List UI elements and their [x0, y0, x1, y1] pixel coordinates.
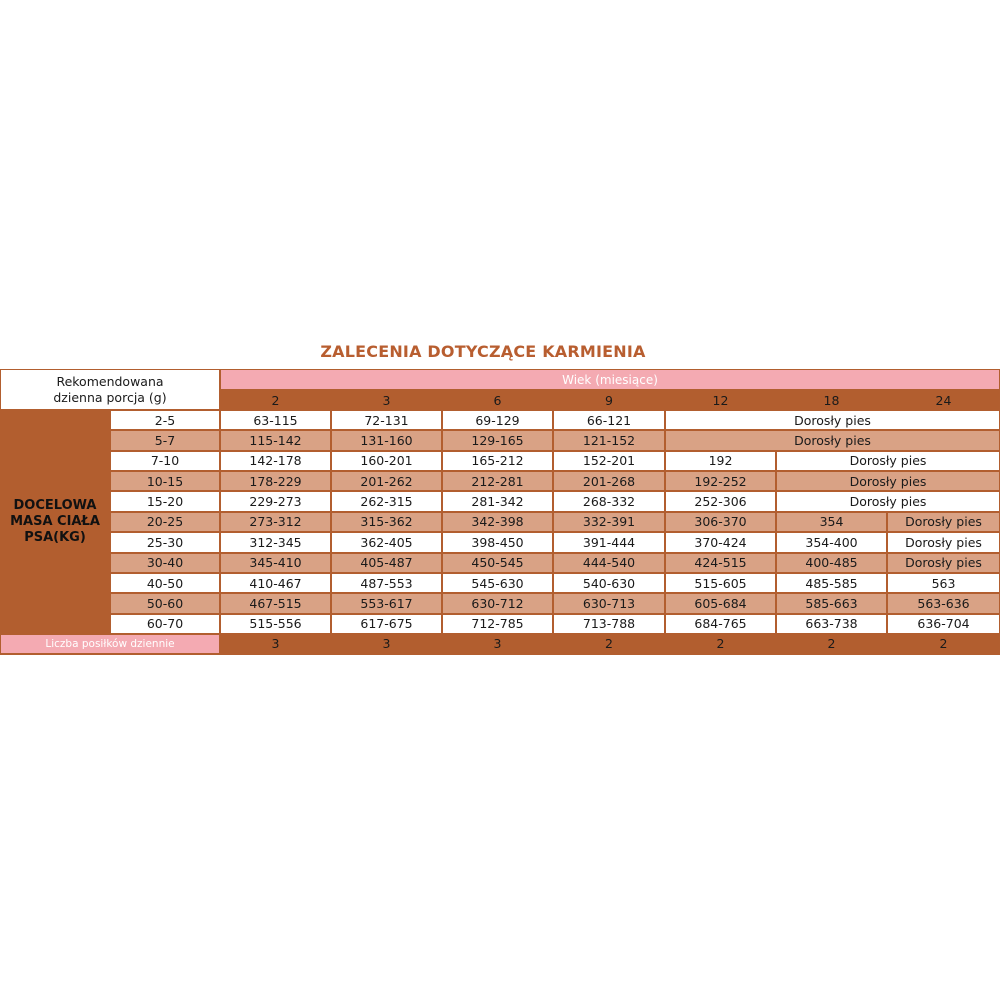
- table-cell: Dorosły pies: [887, 532, 1000, 552]
- table-cell: Dorosły pies: [776, 451, 1000, 471]
- age-col: 9: [553, 390, 665, 410]
- age-col: 12: [665, 390, 776, 410]
- age-col: 2: [220, 390, 331, 410]
- table-cell: 63-115: [220, 410, 331, 430]
- table-cell: 273-312: [220, 512, 331, 532]
- table-cell: 142-178: [220, 451, 331, 471]
- meals-per-day-label: Liczba posiłków dziennie: [0, 634, 220, 654]
- table-cell: 636-704: [887, 614, 1000, 634]
- table-cell: 563: [887, 573, 1000, 593]
- table-cell: 545-630: [442, 573, 553, 593]
- table-cell: 553-617: [331, 593, 442, 613]
- table-cell: 306-370: [665, 512, 776, 532]
- table-cell: 332-391: [553, 512, 665, 532]
- table-cell: 315-362: [331, 512, 442, 532]
- table-cell: 165-212: [442, 451, 553, 471]
- meals-cell: 2: [776, 634, 887, 654]
- table-cell: 268-332: [553, 491, 665, 511]
- weight-cell: 20-25: [110, 512, 220, 532]
- table-cell: 354: [776, 512, 887, 532]
- table-cell: 201-262: [331, 471, 442, 491]
- table-cell: 424-515: [665, 553, 776, 573]
- table-cell: 410-467: [220, 573, 331, 593]
- table-cell: 362-405: [331, 532, 442, 552]
- table-cell: 713-788: [553, 614, 665, 634]
- table-cell: 540-630: [553, 573, 665, 593]
- side-line2: MASA CIAŁA: [10, 513, 100, 529]
- weight-cell: 5-7: [110, 430, 220, 450]
- table-cell: 467-515: [220, 593, 331, 613]
- table-cell: Dorosły pies: [776, 491, 1000, 511]
- table-cell: 262-315: [331, 491, 442, 511]
- table-cell: 152-201: [553, 451, 665, 471]
- table-cell: Dorosły pies: [776, 471, 1000, 491]
- table-cell: 229-273: [220, 491, 331, 511]
- weight-cell: 50-60: [110, 593, 220, 613]
- table-cell: 444-540: [553, 553, 665, 573]
- table-cell: 69-129: [442, 410, 553, 430]
- age-col: 3: [331, 390, 442, 410]
- meals-cell: 3: [220, 634, 331, 654]
- table-cell: 405-487: [331, 553, 442, 573]
- table-cell: 192: [665, 451, 776, 471]
- table-cell: 201-268: [553, 471, 665, 491]
- age-col: 18: [776, 390, 887, 410]
- side-line1: DOCELOWA: [13, 497, 97, 513]
- table-cell: 281-342: [442, 491, 553, 511]
- table-cell: 72-131: [331, 410, 442, 430]
- portion-header-line2: dzienna porcja (g): [53, 389, 167, 405]
- table-cell: 684-765: [665, 614, 776, 634]
- table-cell: 515-556: [220, 614, 331, 634]
- meals-cell: 2: [887, 634, 1000, 654]
- table-cell: 66-121: [553, 410, 665, 430]
- table-cell: 252-306: [665, 491, 776, 511]
- weight-cell: 40-50: [110, 573, 220, 593]
- table-cell: 617-675: [331, 614, 442, 634]
- table-cell: 485-585: [776, 573, 887, 593]
- side-line3: PSA(KG): [24, 529, 86, 545]
- meals-cell: 2: [665, 634, 776, 654]
- table-cell: Dorosły pies: [887, 553, 1000, 573]
- feeding-table: [0, 369, 1000, 655]
- table-cell: 487-553: [331, 573, 442, 593]
- table-cell: 312-345: [220, 532, 331, 552]
- weight-cell: 7-10: [110, 451, 220, 471]
- table-cell: 342-398: [442, 512, 553, 532]
- meals-cell: 3: [442, 634, 553, 654]
- portion-header-line1: Rekomendowana: [56, 373, 164, 389]
- table-cell: 585-663: [776, 593, 887, 613]
- table-cell: 129-165: [442, 430, 553, 450]
- table-cell: 450-545: [442, 553, 553, 573]
- meals-cell: 3: [331, 634, 442, 654]
- table-cell: 178-229: [220, 471, 331, 491]
- age-col: 6: [442, 390, 553, 410]
- table-cell: Dorosły pies: [665, 410, 1000, 430]
- table-cell: 605-684: [665, 593, 776, 613]
- table-cell: 121-152: [553, 430, 665, 450]
- table-cell: 160-201: [331, 451, 442, 471]
- table-cell: 712-785: [442, 614, 553, 634]
- table-cell: 391-444: [553, 532, 665, 552]
- age-col: 24: [887, 390, 1000, 410]
- table-cell: 630-713: [553, 593, 665, 613]
- table-cell: 345-410: [220, 553, 331, 573]
- table-cell: 115-142: [220, 430, 331, 450]
- table-cell: Dorosły pies: [887, 512, 1000, 532]
- table-cell: 398-450: [442, 532, 553, 552]
- table-cell: 400-485: [776, 553, 887, 573]
- weight-cell: 25-30: [110, 532, 220, 552]
- weight-cell: 60-70: [110, 614, 220, 634]
- target-weight-label: [0, 410, 110, 634]
- table-cell: 212-281: [442, 471, 553, 491]
- age-header: Wiek (miesiące): [220, 369, 1000, 390]
- meals-cell: 2: [553, 634, 665, 654]
- table-cell: 131-160: [331, 430, 442, 450]
- weight-cell: 10-15: [110, 471, 220, 491]
- table-cell: Dorosły pies: [665, 430, 1000, 450]
- page-title: ZALECENIA DOTYCZĄCE KARMIENIA: [320, 342, 646, 361]
- weight-cell: 2-5: [110, 410, 220, 430]
- weight-cell: 30-40: [110, 553, 220, 573]
- table-cell: 515-605: [665, 573, 776, 593]
- table-cell: 630-712: [442, 593, 553, 613]
- weight-cell: 15-20: [110, 491, 220, 511]
- table-cell: 354-400: [776, 532, 887, 552]
- portion-header: [0, 369, 220, 410]
- table-cell: 663-738: [776, 614, 887, 634]
- table-cell: 192-252: [665, 471, 776, 491]
- table-cell: 370-424: [665, 532, 776, 552]
- table-cell: 563-636: [887, 593, 1000, 613]
